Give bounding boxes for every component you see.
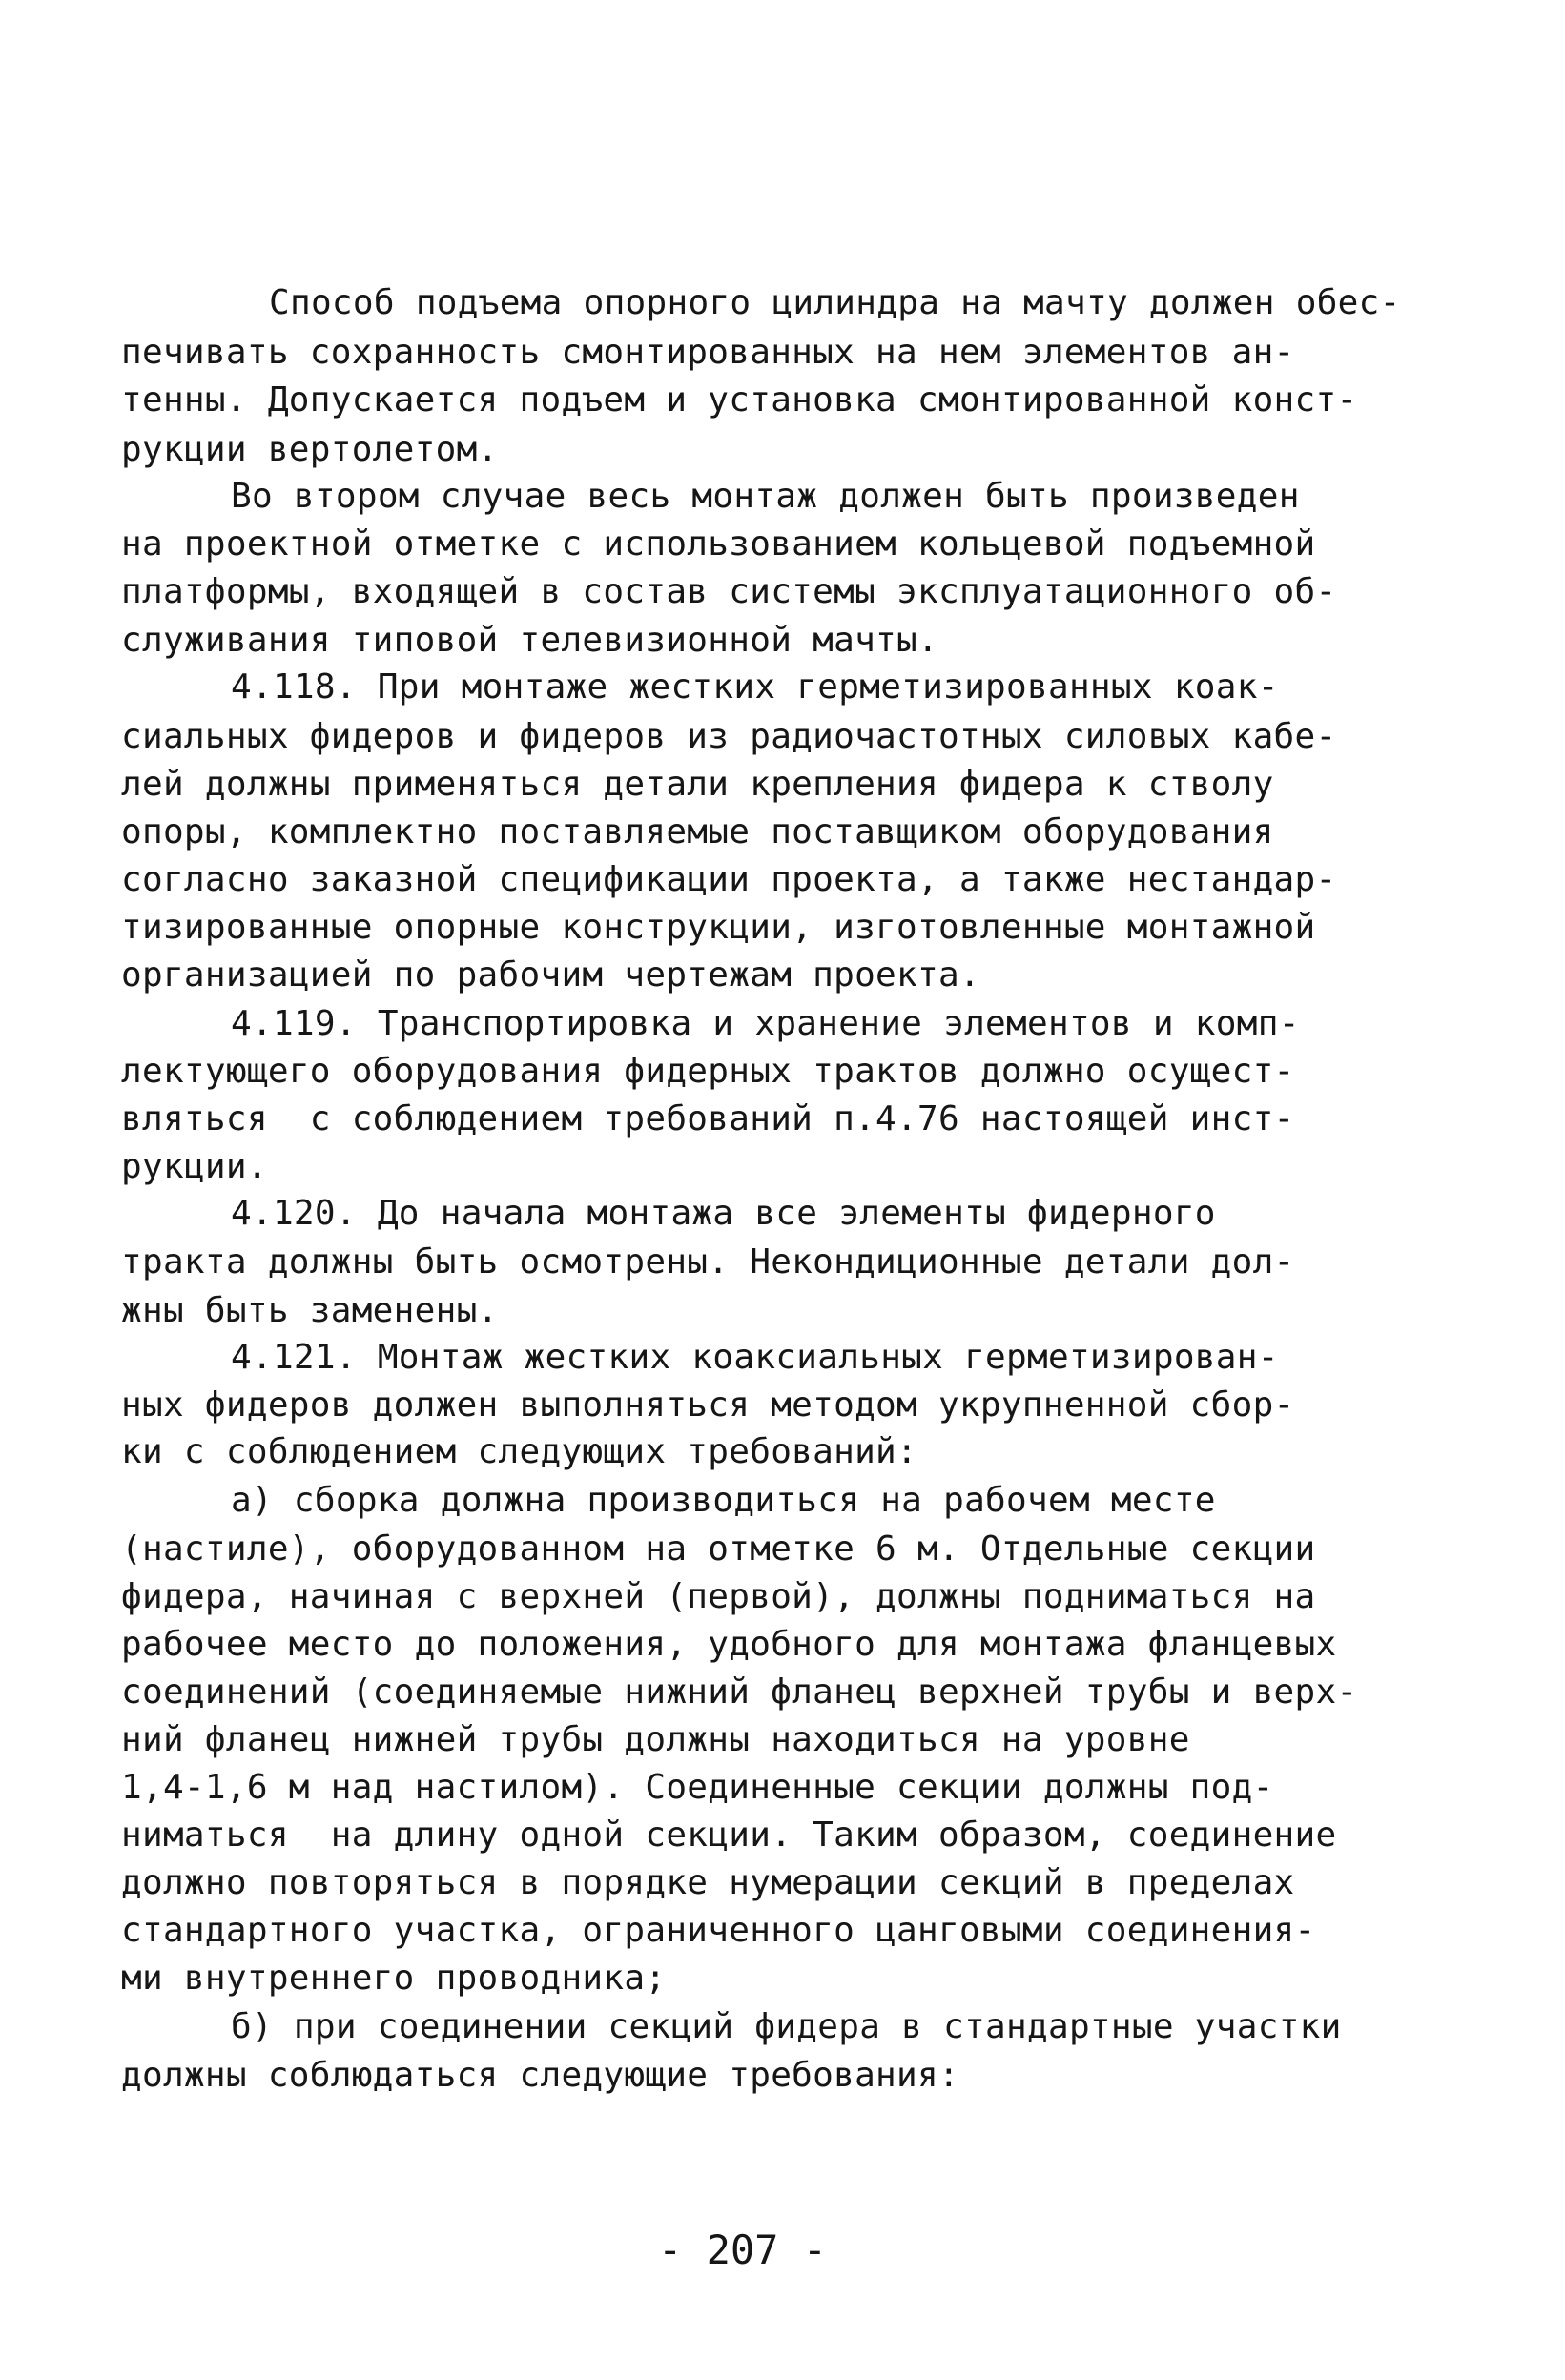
text-line: 4.119. Транспортировка и хранение элементов и комп- [231, 1004, 1300, 1043]
text-line: опоры, комплектно поставляемые поставщиком оборудования [121, 812, 1274, 851]
text-line: рабочее место до положения, удобного для монтажа фланцевых [121, 1625, 1337, 1664]
text-line: 4.120. До начала монтажа все элементы фидерного [231, 1194, 1216, 1233]
text-line: рукции вертолетом. [121, 430, 499, 469]
text-line: 1,4-1,6 м над настилом). Соединенные секции должны под- [121, 1768, 1274, 1807]
text-line: ки с соблюдением следующих требований: [121, 1432, 918, 1471]
text-line: на проектной отметке с использованием кольцевой подъемной [121, 524, 1316, 564]
text-line: стандартного участка, ограниченного цанговыми соединения- [121, 1911, 1316, 1950]
text-line: тракта должны быть осмотрены. Некондиционные детали дол- [121, 1242, 1295, 1282]
text-line: жны быть заменены. [121, 1291, 499, 1330]
text-line: платформы, входящей в состав системы эксплуатационного об- [121, 572, 1337, 611]
text-line: вляться с соблюдением требований п.4.76 настоящей инст- [121, 1099, 1295, 1139]
text-line: ми внутреннего проводника; [121, 1959, 667, 1998]
text-line: ний фланец нижней трубы должны находиться на уровне [121, 1720, 1190, 1759]
text-line: согласно заказной спецификации проекта, а также нестандар- [121, 860, 1337, 899]
text-line: фидера, начиная с верхней (первой), должны подниматься на [121, 1577, 1316, 1616]
text-line: 4.121. Монтаж жестких коаксиальных герметизирован- [231, 1338, 1279, 1377]
text-line: 4.118. При монтаже жестких герметизированных коак- [231, 667, 1279, 707]
text-line: должно повторяться в порядке нумерации секций в пределах [121, 1863, 1295, 1902]
text-line: ниматься на длину одной секции. Таким образом, соединение [121, 1816, 1337, 1855]
text-line: б) при соединении секций фидера в стандартные участки [231, 2007, 1342, 2046]
text-line: сиальных фидеров и фидеров из радиочастотных силовых кабе- [121, 717, 1337, 756]
text-line: организацией по рабочим чертежам проекта. [121, 955, 980, 995]
text-line: (настиле), оборудованном на отметке 6 м. Отдельные секции [121, 1529, 1316, 1569]
text-line: должны соблюдаться следующие требования: [121, 2056, 959, 2095]
text-line: Способ подъема опорного цилиндра на мачту должен обес- [269, 283, 1401, 322]
text-line: а) сборка должна производиться на рабочем месте [231, 1481, 1216, 1520]
page-number: - 207 - [658, 2226, 828, 2273]
text-line: лектующего оборудования фидерных трактов должно осущест- [121, 1052, 1295, 1091]
text-line: тизированные опорные конструкции, изготовленные монтажной [121, 908, 1316, 947]
text-line: рукции. [121, 1147, 268, 1186]
text-line: Во втором случае весь монтаж должен быть произведен [231, 477, 1300, 516]
text-line: служивания типовой телевизионной мачты. [121, 621, 938, 660]
text-line: лей должны применяться детали крепления фидера к стволу [121, 765, 1274, 804]
text-line: печивать сохранность смонтированных на нем элементов ан- [121, 333, 1295, 372]
text-line: ных фидеров должен выполняться методом укрупненной сбор- [121, 1385, 1295, 1425]
text-line: тенны. Допускается подъем и установка смонтированной конст- [121, 380, 1358, 420]
text-line: соединений (соединяемые нижний фланец верхней трубы и верх- [121, 1672, 1358, 1712]
